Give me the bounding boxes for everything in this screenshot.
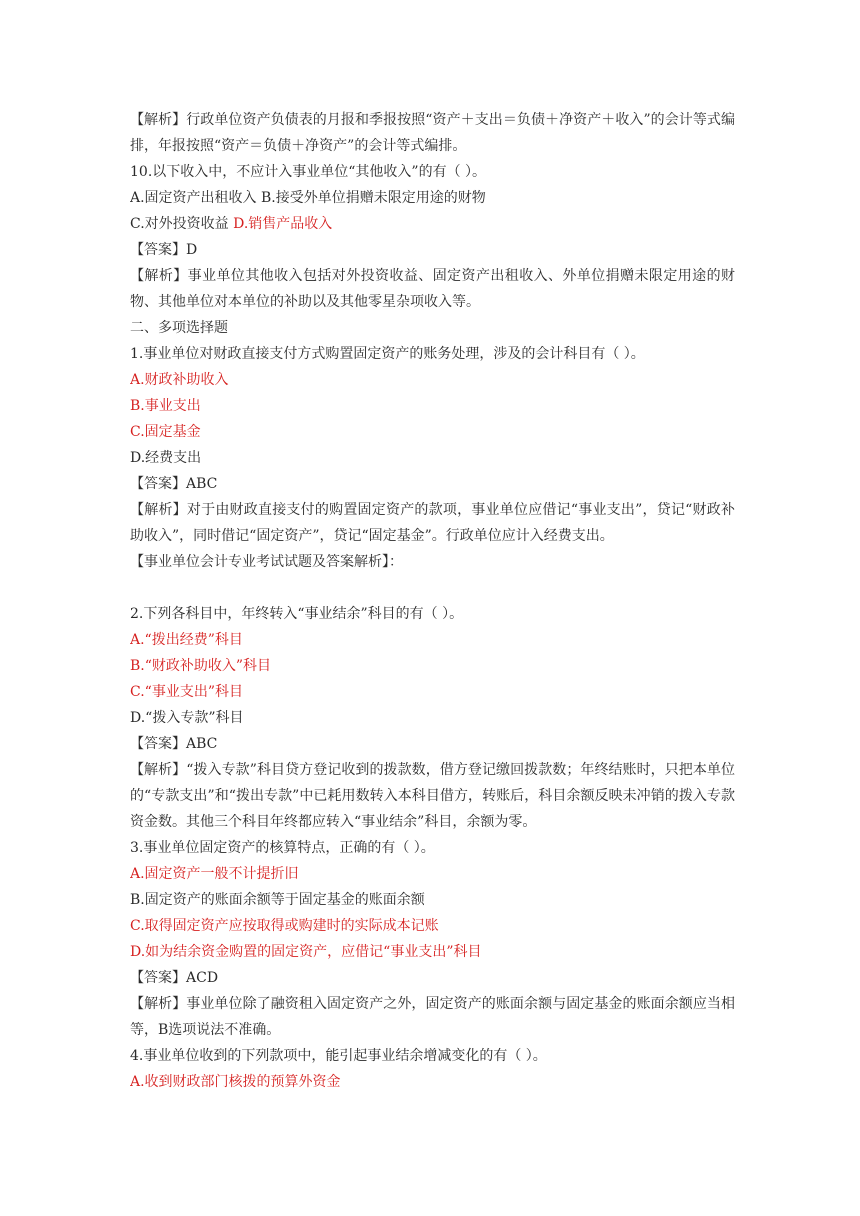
mq2-option-a-correct: A.“拨出经费”科目 (130, 632, 243, 648)
section-title: 二、多项选择题 (130, 320, 228, 336)
mq1-option-c-correct: C.固定基金 (130, 424, 201, 440)
mq1-answer: 【答案】ABC (130, 476, 218, 492)
q10-answer: 【答案】D (130, 242, 198, 258)
blank-line (130, 575, 735, 601)
mq2-option-c-correct: C.“事业支出”科目 (130, 684, 243, 700)
mq2-answer: 【答案】ABC (130, 736, 218, 752)
mq3-option-b: B.固定资产的账面余额等于固定基金的账面余额 (130, 892, 425, 908)
mq2-explanation: 【解析】“拨入专款”科目贷方登记收到的拨款数，借方登记缴回拨款数；年终结账时，只把本单位的“专款支出”和“拨出专款”中已耗用数转入本科目借方，转账后，科目余额反映未冲销的拨入专款资金数。其他三个科目年终都应转入“事业结余”科目，余额为零。 (130, 762, 735, 830)
mq2-option-b-correct: B.“财政补助收入”科目 (130, 658, 272, 674)
mq3-option-c-correct: C.取得固定资产应按取得或购建时的实际成本记账 (130, 918, 439, 934)
mq2-stem: 2.下列各科目中，年终转入“事业结余”科目的有（ ）。 (130, 606, 464, 622)
mq4-stem: 4.事业单位收到的下列款项中，能引起事业结余增减变化的有（ ）。 (130, 1048, 547, 1064)
q10-stem: 10.以下收入中，不应计入事业单位“其他收入”的有（ ）。 (130, 164, 487, 180)
q10-option-c: C.对外投资收益 (130, 216, 234, 232)
mq2-option-d: D.“拨入专款”科目 (130, 710, 244, 726)
mq3-stem: 3.事业单位固定资产的核算特点，正确的有（ ）。 (130, 840, 435, 856)
q10-option-d-correct: D.销售产品收入 (233, 216, 333, 232)
q10-explanation: 【解析】事业单位其他收入包括对外投资收益、固定资产出租收入、外单位捐赠未限定用途的财物、其他单位对本单位的补助以及其他零星杂项收入等。 (130, 268, 735, 310)
mq1-option-b-correct: B.事业支出 (130, 398, 201, 414)
mq3-explanation: 【解析】事业单位除了融资租入固定资产之外，固定资产的账面余额与固定基金的账面余额应当相等，B选项说法不准确。 (130, 996, 735, 1038)
mq1-stem: 1.事业单位对财政直接支付方式购置固定资产的账务处理，涉及的会计科目有（ ）。 (130, 346, 645, 362)
mq1-explanation: 【解析】对于由财政直接支付的购置固定资产的款项，事业单位应借记“事业支出”，贷记“财政补助收入”，同时借记“固定资产”，贷记“固定基金”。行政单位应计入经费支出。 (130, 502, 735, 544)
source-heading: 【事业单位会计专业考试试题及答案解析】： (130, 554, 403, 570)
mq1-option-d: D.经费支出 (130, 450, 202, 466)
q10-options-a-b: A.固定资产出租收入 B.接受外单位捐赠未限定用途的财物 (130, 190, 486, 206)
mq3-answer: 【答案】ACD (130, 970, 219, 986)
q10-options-c-d (130, 211, 735, 237)
mq1-option-a-correct: A.财政补助收入 (130, 372, 229, 388)
mq3-option-a-correct: A.固定资产一般不计提折旧 (130, 866, 299, 882)
intro-explanation: 【解析】行政单位资产负债表的月报和季报按照“资产＋支出＝负债＋净资产＋收入”的会计等式编排，年报按照“资产＝负债＋净资产”的会计等式编排。 (130, 112, 735, 154)
mq3-option-d-correct: D.如为结余资金购置的固定资产，应借记“事业支出”科目 (130, 944, 482, 960)
mq4-option-a-correct: A.收到财政部门核拨的预算外资金 (130, 1074, 341, 1090)
document-body (130, 107, 735, 1095)
